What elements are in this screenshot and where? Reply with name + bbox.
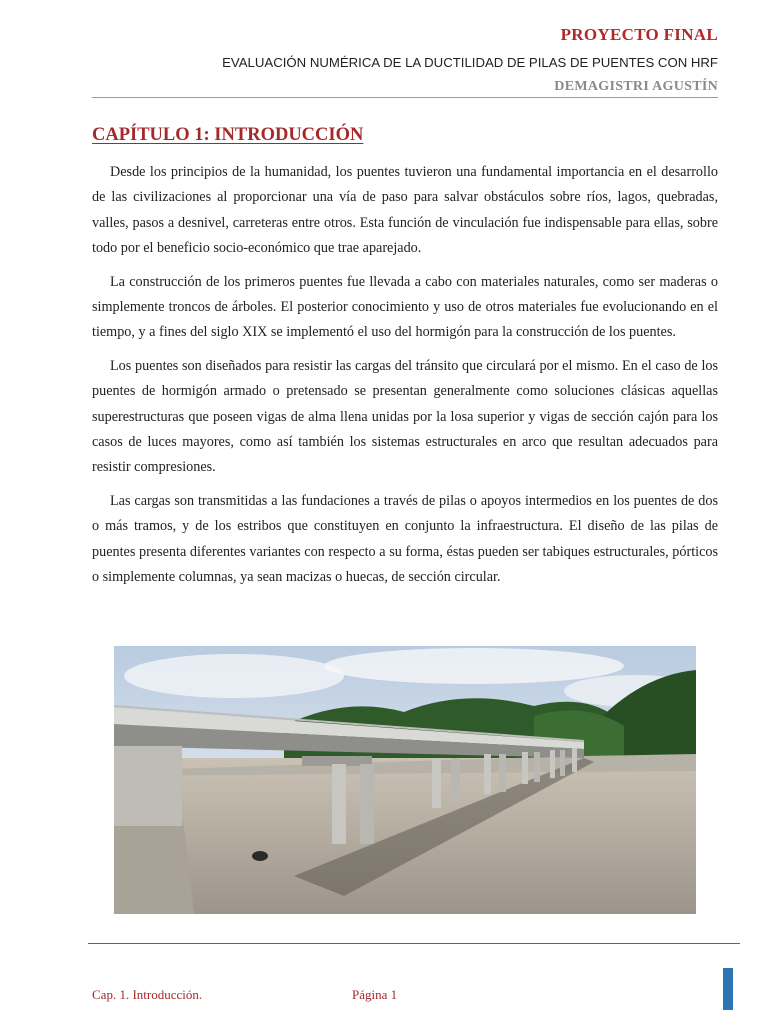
paragraph-4: Las cargas son transmitidas a las fundaciones a través de pilas o apoyos intermedios en los puentes de dos o más tramos, y de los estribos que constituyen en conjunto la infraestructura. El diseño de las pilas de puentes presenta diferentes variantes con respecto a su forma, éstas pueden ser tabiques estructurales, pórticos o simplemente columnas, ya sean macizas o huecas, de sección circular. [92,493,718,585]
chapter-title: CAPÍTULO 1: INTRODUCCIÓN [92,125,364,145]
paragraph-1: Desde los principios de la humanidad, los puentes tuvieron una fundamental importancia en el desarrollo de las civilizaciones al proporcionar una vía de paso para salvar obstáculos sobre ríos, lagos, quebradas, valles, pasos a desnivel, carreteras entre otros. Esta función de vinculación fue indispensable para ellas, sobre todo por el beneficio socio-económico que trae aparejado. [92,164,718,256]
footer-chapter-label: Cap. 1. Introducción. [92,987,203,1002]
paragraph-3: Los puentes son diseñados para resistir las cargas del tránsito que circulará por el mismo. En el caso de los puentes de hormigón armado o pretensado se presentan generalmente como soluciones clásicas aquellas superestructuras que poseen vigas de alma llena unidas por la losa superior y vigas de sección cajón para los casos de luces mayores, como así también los sistemas estructurales en arco que resultan adecuados para resistir compresiones. [92,358,718,476]
header-author: DEMAGISTRI AGUSTÍN [554,79,718,94]
header-subtitle: EVALUACIÓN NUMÉRICA DE LA DUCTILIDAD DE PILAS DE PUENTES CON HRF [222,55,718,70]
header-title: PROYECTO FINAL [560,25,718,44]
footer-page-number: Página 1 [352,987,398,1002]
body-text [92,160,718,599]
paragraph-2: La construcción de los primeros puentes fue llevada a cabo con materiales naturales, como ser maderas o simplemente troncos de árboles. El posterior conocimiento y uso de otros materiales fue evolucionando en el tiempo, y a fines del siglo XIX se implementó el uso del hormigón para la construcción de los puentes. [92,273,718,341]
header-divider [92,97,718,98]
footer-accent-bar [723,968,733,1010]
footer-divider [88,943,740,944]
bridge-photo [114,646,696,914]
